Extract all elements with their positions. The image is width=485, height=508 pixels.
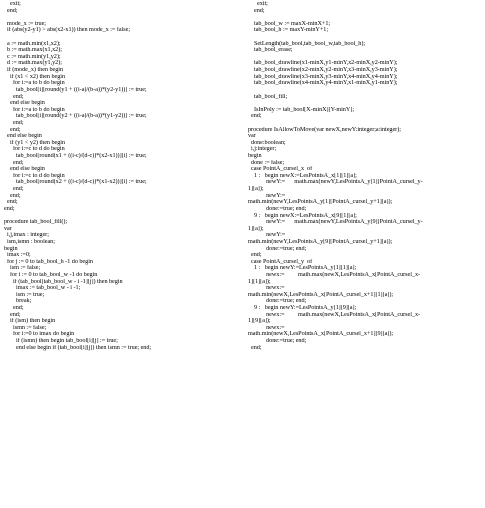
- code-line: exit;: [4, 1, 21, 7]
- code-line: 1][a]);: [248, 225, 264, 232]
- code-line: SetLength(tab_bool,tab_bool_w,tab_bool_h);: [248, 40, 366, 47]
- code-line: newx:=: [248, 285, 285, 292]
- code-line: end else begin: [4, 133, 42, 140]
- code-line: if (y1 < y2) then begin: [4, 139, 66, 146]
- code-line: tab_bool_drawline(x2-minX,y2-minY,x3-minX,y3-minY);: [248, 67, 398, 74]
- code-line: case PointA_cursel_y of: [248, 258, 313, 265]
- code-line: tab_bool_erase;: [248, 47, 293, 54]
- code-line: var: [248, 133, 256, 140]
- code-line: end;: [4, 126, 21, 133]
- code-line: for i:=c to d do begin: [4, 172, 65, 179]
- code-line: b := math.max(x1,x2);: [4, 47, 62, 54]
- code-line: end;: [4, 199, 18, 206]
- code-line: for i := 0 to tab_bool_w -1 do begin: [4, 271, 98, 278]
- code-line: tab_bool_drawline(x4-minX,y4-minY,x1-minX,y1-minY);: [248, 80, 398, 87]
- code-line: exit;: [248, 1, 268, 7]
- code-line: 1 : begin newY:=LesPointsA_y[1][1][a];: [248, 265, 357, 272]
- code-line: end;: [4, 192, 21, 199]
- code-line: end;: [248, 252, 262, 259]
- code-line: i,j:integer;: [248, 146, 277, 153]
- code-line: tab_bool_w := maxX-minX+1;: [248, 20, 331, 27]
- code-line: end else begin: [4, 166, 45, 173]
- code-line: if (tab_bool[tab_bool_w - i -1][j]) then begin: [4, 278, 123, 285]
- code-line: begin: [4, 245, 18, 252]
- code-line: end;: [248, 113, 262, 120]
- code-line: ism := false;: [4, 265, 41, 272]
- code-line: end;: [4, 311, 21, 318]
- code-line: math.min(newY,LesPointsA_y[9][PointA_cursel_y+1][a]);: [248, 238, 393, 245]
- code-line: procedure tab_bool_fill();: [4, 219, 68, 226]
- code-line: newY:= math.max(newY,LesPointsA_y[1][PointA_cursel_y-: [248, 179, 423, 186]
- code-line: tab_bool[round(x2 + ((i-c)/(d-c))*(x1-x2))][i] := true;: [4, 179, 147, 186]
- code-line: done:=true; end;: [248, 338, 307, 345]
- code-line: for j := 0 to tab_bool_h -1 do begin: [4, 258, 93, 265]
- code-line: d := math.max(y1,y2);: [4, 60, 62, 67]
- code-line: ism,ismn : boolean;: [4, 238, 55, 245]
- code-line: newY:=: [248, 232, 286, 239]
- code-line: 1][a]);: [248, 186, 264, 193]
- code-line: [4, 34, 240, 41]
- code-line: newY:= math.max(newY,LesPointsA_y[9][PointA_cursel_y-: [248, 219, 423, 226]
- code-line: newx:= math.max(newX,LesPointsA_x[PointA_cursel_x-: [248, 311, 421, 318]
- code-line: tab_bool[i][round(y2 + ((i-a)/(b-a))*(y1-y2))] := true;: [4, 113, 147, 120]
- code-line: tab_bool[round(x1 + ((i-c)/(d-c))*(x2-x1))][i] := true;: [4, 153, 147, 160]
- code-line: [248, 87, 484, 94]
- code-line: tab_bool_fill;: [248, 93, 288, 100]
- code-line: done:=true; end;: [248, 245, 307, 252]
- code-line: c := math.min(y1,y2);: [4, 53, 61, 60]
- code-line: mode_x := true;: [4, 20, 46, 27]
- code-line: end;: [4, 186, 24, 193]
- code-line: if (x1 < x2) then begin: [4, 73, 66, 80]
- code-line: for i:=0 to imax do begin: [4, 331, 75, 338]
- code-line: ismn := false;: [4, 324, 47, 331]
- code-line: end;: [4, 119, 24, 126]
- code-line: [248, 100, 484, 107]
- code-line: 1 : begin newX:=LesPointsA_x[1][1][a];: [248, 172, 357, 179]
- code-line: IsInPoly := tab_bool[X-minX][Y-minY];: [248, 106, 354, 113]
- code-line: tab_bool[i][round(y1 + ((i-a)/(b-a))*(y2-y1))] := true;: [4, 86, 147, 93]
- code-line: begin: [248, 153, 262, 160]
- code-line: done:=true; end;: [248, 298, 307, 305]
- code-column-left: [4, 1, 240, 351]
- code-line: case PointA_cursel_x of: [248, 166, 313, 173]
- code-line: [248, 54, 484, 61]
- code-line: 9 : begin newY:=LesPointsA_y[1][9][a];: [248, 305, 357, 312]
- code-line: newx:=: [248, 324, 285, 331]
- code-line: newx:= math.max(newX,LesPointsA_x[PointA_cursel_x-: [248, 271, 421, 278]
- code-line: newY:=: [248, 192, 286, 199]
- code-line: [248, 34, 484, 41]
- code-line: math.min(newX,LesPointsA_x[PointA_cursel_x+1][9][a]);: [248, 331, 394, 338]
- code-line: 1][1][a]);: [248, 278, 271, 285]
- code-line: if (abs(y2-y1) > abs(x2-x1)) then mode_x := false;: [4, 27, 131, 34]
- code-line: tab_bool_drawline(x3-minX,y3-minY,x4-minX,y4-minY);: [248, 73, 398, 80]
- code-line: if (ismn) then begin tab_bool[i][j] := true;: [4, 338, 118, 345]
- code-line: [248, 14, 484, 21]
- code-line: math.min(newX,LesPointsA_x[PointA_cursel_x+1][1][a]);: [248, 291, 394, 298]
- code-line: done:boolean;: [248, 139, 286, 146]
- code-line: a := math.min(x1,x2);: [4, 40, 61, 47]
- code-line: if (ism) then begin: [4, 318, 56, 325]
- code-line: imax := tab_bool_w - i -1;: [4, 285, 81, 292]
- code-line: end;: [4, 205, 15, 212]
- code-line: 9 : begin newX:=LesPointsA_x[9][1][a];: [248, 212, 357, 219]
- code-line: tab_bool_h := maxY-minY+1;: [248, 27, 329, 34]
- code-line: end;: [4, 7, 18, 14]
- code-line: end else begin: [4, 100, 45, 107]
- code-line: i,j,imax : integer;: [4, 232, 49, 239]
- code-line: for i:=a to b do begin: [4, 80, 65, 87]
- code-line: end;: [4, 93, 24, 100]
- code-line: if (mode_x) then begin: [4, 67, 64, 74]
- code-line: for i:=a to b do begin: [4, 106, 65, 113]
- code-line: math.min(newY,LesPointsA_y[1][PointA_cursel_y+1][a]);: [248, 199, 393, 206]
- code-line: [248, 120, 484, 127]
- code-line: end else begin if (tab_bool[i][j]) then ismn := true; end;: [4, 344, 152, 351]
- code-line: end;: [4, 159, 24, 166]
- code-line: 1][9][a]);: [248, 318, 271, 325]
- code-line: done := false;: [248, 159, 285, 166]
- code-column-right: [248, 1, 484, 351]
- code-line: break;: [4, 298, 32, 305]
- code-line: var: [4, 225, 12, 232]
- code-line: end;: [4, 305, 24, 312]
- code-line: for i:=c to d do begin: [4, 146, 65, 153]
- code-line: [4, 213, 240, 220]
- code-line: tab_bool_drawline(x1-minX,y1-minY,x2-minX,y2-minY);: [248, 60, 398, 67]
- code-line: imax :=0;: [4, 252, 31, 259]
- code-line: done:=true; end;: [248, 205, 307, 212]
- code-line: [4, 14, 240, 21]
- code-line: procedure IsAllowToMove(var newX,newY:integer;a:integer);: [248, 126, 401, 133]
- code-line: end;: [248, 344, 262, 351]
- code-line: end;: [248, 7, 265, 14]
- code-line: ism := true;: [4, 291, 45, 298]
